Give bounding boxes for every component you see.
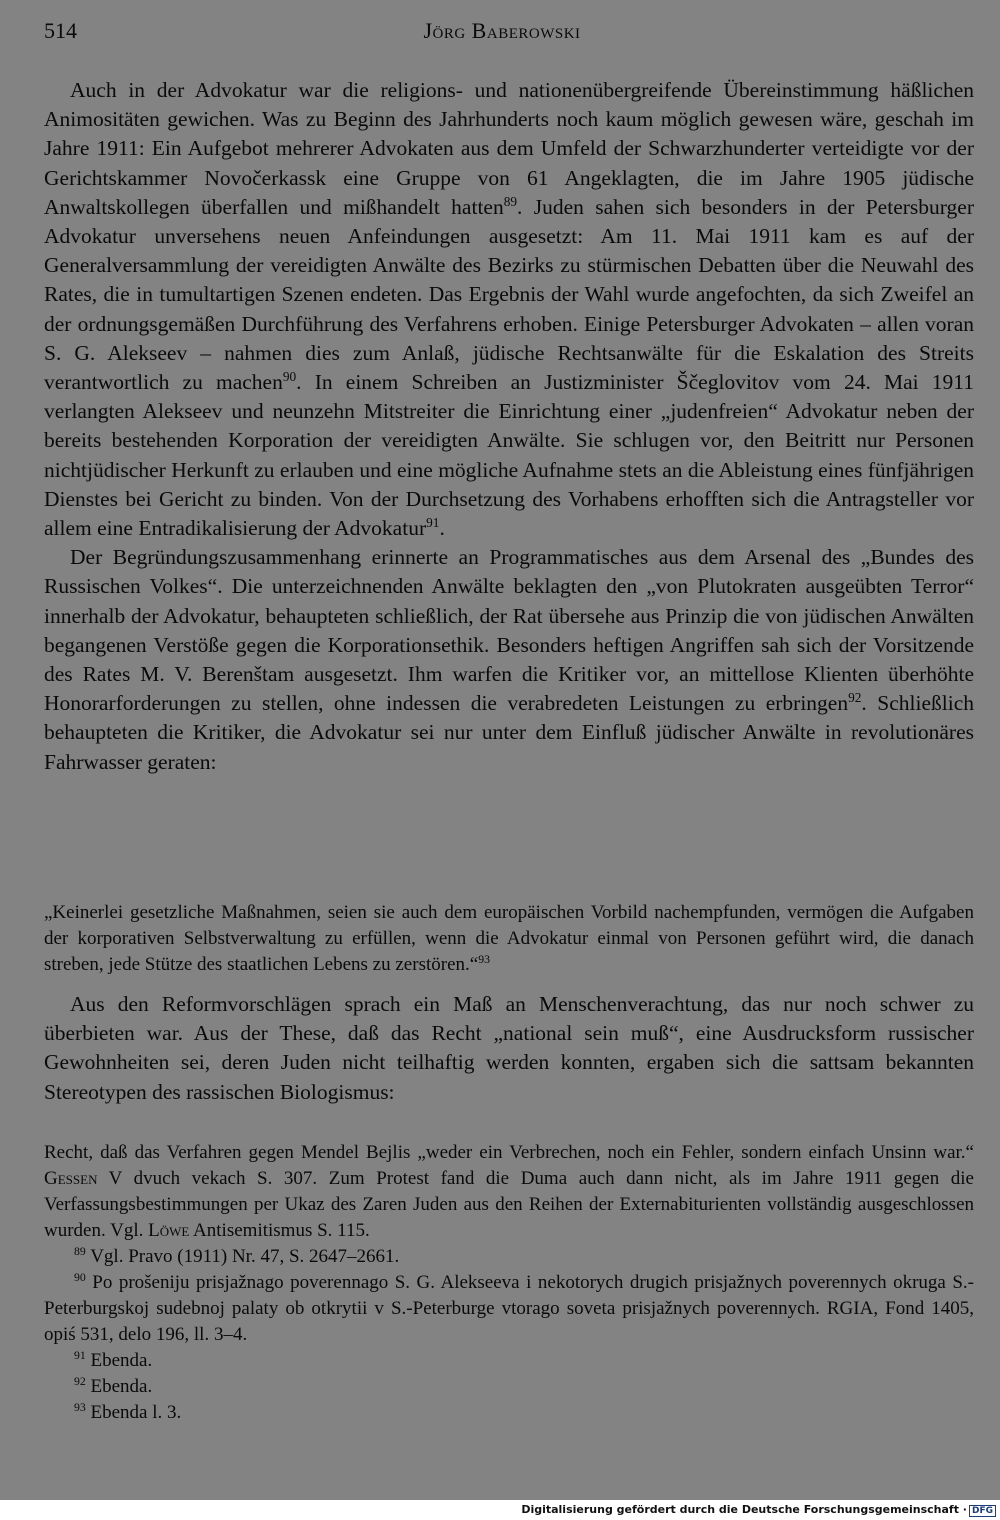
footnote-ref: 93 [478,952,490,966]
text-run: „Keinerlei gesetzliche Maßnahmen, seien sie auch dem europäischen Vorbild nachempfunden, vermögen die Aufgaben der korporativen Selbstverwaltung zu erfüllen, wenn die Advokatur einmal von Personen geführt wird, die danach streben, jede Stütze des staatlichen Lebens zu zerstören.“ [44,902,974,975]
running-head: Jörg Baberowski [423,18,581,43]
text-run: Ebenda. [90,1350,153,1371]
text-run: . Juden sahen sich besonders in der Petersburger Advokatur unversehens neuen Anfeindungen ausgesetzt: Am 11. Mai 1911 kam es auf der Generalversammlung der vereidigten Anwälte des Bezirks zu stürmischen Debatten über die Neuwahl des Rates, die in tumultartigen Szenen endeten. Das Ergebnis der Wahl wurde angefochten, da sich Zweifel an der ordnungsgemäßen Durchführung des Verfahrens erhoben. Einige Petersburger Advokaten – allen voran S. G. Alekseev – nahmen dies zum Anlaß, jüdische Rechtsanwälte für die Eskalation des Streits verantwortlich zu machen [44,194,974,395]
footnote [44,1348,974,1374]
text-run: . In einem Schreiben an Justizminister Ščeglovitov vom 24. Mai 1911 verlangten Alekseev und neunzehn Mitstreiter die Einrichtung einer „judenfreien“ Advokatur neben der bereits bestehenden Korporation der vereidigten Anwälte. Sie schlugen vor, den Beitritt nur Personen nichtjüdischer Herkunft zu erlauben und eine mögliche Aufnahme stets an die Ableistung eines fünfjährigen Dienstes bei Gericht zu binden. Von der Durchsetzung des Vorhabens erhofften sich die Antragsteller vor allem eine Entradikalisierung der Advokatur [44,370,974,541]
text-run: Der Begründungszusammenhang erinnerte an Programmatisches aus dem Arsenal des „Bundes des Russischen Volkes“. Die unterzeichnenden Anwälte beklagten den „von Plutokraten ausgeübten Terror“ innerhalb der Advokatur, behaupteten schließlich, der Rat übersehe aus Prinzip die von jüdischen Anwälten begangenen Verstöße gegen die Korporationsethik. Besonders heftigen Angriffen sah sich der Vorsitzende des Rates M. V. Berenštam ausgesetzt. Ihm warfen die Kritiker vor, an mittellose Klienten überhöhte Honorarforderungen zu stellen, ohne indessen die verabredeten Leistungen zu erbringen [44,545,974,716]
quote-text [44,900,974,978]
footnote [44,1244,974,1270]
text-run: Aus den Reformvorschlägen sprach ein Maß an Menschenverachtung, das nur noch schwer zu überbieten war. Aus der These, daß das Recht „national sein muß“, eine Ausdrucksform russischer Gewohnheiten sei, deren Juden nicht teilhaftig werden konnten, ergaben sich die sattsam bekannten Stereotypen des rassischen Biologismus: [44,992,974,1104]
digitization-footer [521,1503,996,1517]
page-number: 514 [44,18,77,43]
footnote [44,1374,974,1400]
text-run: Ebenda. [90,1376,153,1397]
paragraph [44,990,974,1107]
text-run: . [439,516,445,541]
text-run: Po prošeniju prisjažnago poverennago S. G. Alekseeva i nekotorych drugich prisjažnych poverennych okruga S.-Peterburgskoj sudebnoj palaty ob otkrytii v S.-Peterburge vtorago soveta prisjažnych poverennych. RGIA, Fond 1405, opiś 531, delo 196, ll. 3–4. [44,1272,974,1345]
main-text [44,76,974,777]
footnote-text [91,1376,153,1397]
footer-text: Digitalisierung gefördert durch die Deutsche Forschungsgemeinschaft · [521,1503,967,1516]
footnote-number: 93 [74,1400,86,1414]
author-name: Löwe [148,1220,190,1241]
text-run: V dvuch vekach S. 307. Zum Protest fand die Duma auch dann nicht, als im Jahre 1911 gegen die Verfassungsbestimmungen per Ukaz des Zaren Juden aus den Reihen der Externabiturienten vollständig ausgeschlossen wurden. Vgl. [44,1168,974,1241]
text-run: . Schließlich behaupteten die Kritiker, die Advokatur sei nur unter dem Einfluß jüdischer Anwälte in revolutionäres Fahrwasser geraten: [44,691,975,774]
text-run: Auch in der Advokatur war die religions- und nationenübergreifende Übereinstimmung häßlichen Animositäten gewichen. Was zu Beginn des Jahrhunderts noch kaum möglich gewesen wäre, geschah im Jahre 1911: Ein Aufgebot mehrerer Advokaten aus dem Umfeld der Schwarzhunderter verteidigte vor der Gerichtskammer Novočerkassk eine Gruppe von 61 Angeklagten, die im Jahre 1905 jüdische Anwaltskollegen überfallen und mißhandelt hatten [44,78,974,219]
footnote-ref: 91 [426,515,440,531]
dfg-logo: DFG [969,1505,996,1517]
footnote [44,1270,974,1348]
footnote-number: 89 [74,1244,86,1258]
paragraph [44,543,974,777]
author-name: Gessen [44,1168,98,1189]
page-header [44,18,960,48]
paragraph [44,76,974,543]
block-quote [44,900,974,978]
footnote-text [91,1402,182,1423]
footnote-text [91,1350,153,1371]
footnote-ref: 90 [282,369,297,385]
footnote-ref: 89 [503,193,518,209]
footnote-continuation [44,1140,974,1244]
footnote-ref: 92 [848,690,862,706]
text-run: Ebenda l. 3. [90,1402,182,1423]
footnote-number: 90 [74,1270,86,1284]
main-text-continued [44,990,974,1107]
text-run: Vgl. Pravo (1911) Nr. 47, S. 2647–2661. [90,1246,400,1267]
text-run: Recht, daß das Verfahren gegen Mendel Bejlis „weder ein Verbrechen, noch ein Fehler, sondern einfach Unsinn war.“ [44,1142,974,1163]
footnote [44,1400,974,1426]
footnotes [44,1140,974,1426]
footnote-text [44,1272,974,1345]
footnote-number: 92 [74,1374,86,1388]
footnote-number: 91 [74,1348,86,1362]
footnote-text [90,1246,399,1267]
text-run: Antisemitismus S. 115. [189,1220,370,1241]
